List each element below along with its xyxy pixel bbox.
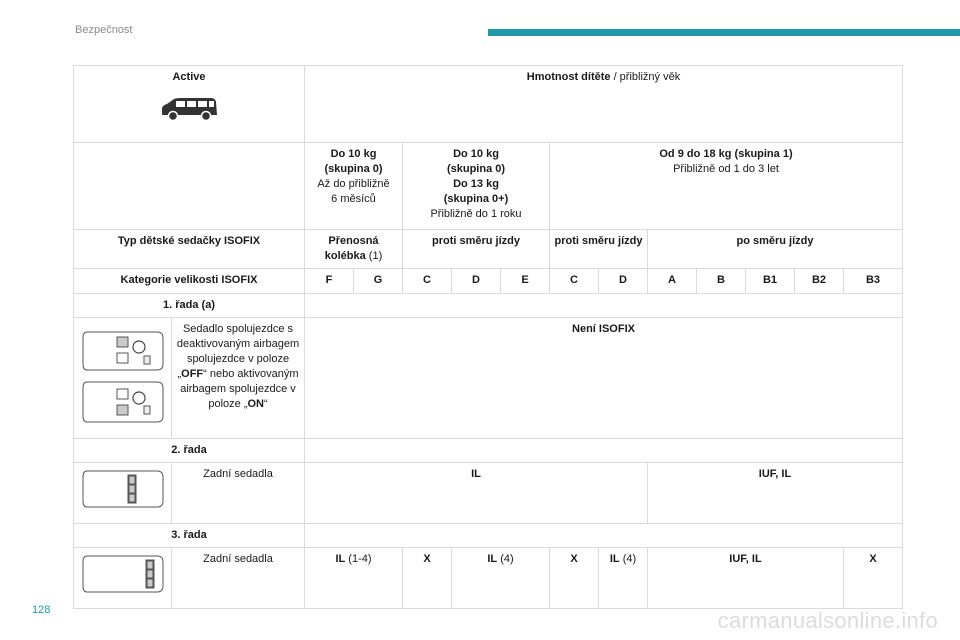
group-0-weight: Do 10 kg <box>330 148 377 160</box>
airbag-off-label: OFF <box>181 368 204 380</box>
group-1-age: Přibližně od 1 do 3 let <box>673 163 779 175</box>
page-number: 128 <box>32 604 51 616</box>
group-0-age: Až do přibližně <box>317 178 390 190</box>
value-note: (1-4) <box>345 553 372 565</box>
group-0plus-name-2: (skupina 0+) <box>443 193 509 205</box>
empty-cell <box>74 143 305 230</box>
category-cell: C <box>550 269 599 294</box>
category-cell: D <box>599 269 648 294</box>
seat-desc-part: “ nebo aktivovaným airbagem spolujezdce v poloze „ <box>180 368 299 410</box>
value-note: (4) <box>497 553 514 565</box>
row-3-value-4: X <box>550 548 599 609</box>
value-note: (4) <box>619 553 637 565</box>
row-3-value-6: IUF, IL <box>648 548 844 609</box>
type-label: Typ dětské sedačky ISOFIX <box>74 230 305 269</box>
value-code: IL <box>609 553 620 565</box>
row-2-seat-description: Zadní sedadla <box>172 463 305 524</box>
model-cell <box>74 66 305 143</box>
category-cell: B1 <box>746 269 795 294</box>
group-0-age-2: 6 měsíců <box>331 193 376 205</box>
row-3-value-1 <box>305 548 403 609</box>
row-3-value-3 <box>452 548 550 609</box>
model-label: Active <box>172 71 206 83</box>
empty-cell <box>305 439 903 463</box>
weight-header-bold: Hmotnost dítěte <box>526 71 611 83</box>
row-1-seat-description <box>172 318 305 439</box>
group-0plus-weight-2: Do 13 kg <box>453 178 499 190</box>
category-cell: C <box>403 269 452 294</box>
car-top-view-icon <box>81 469 165 509</box>
airbag-on-label: ON <box>247 398 264 410</box>
type-forward-label: po směru jízdy <box>736 235 814 247</box>
row-2-value-rear: IL <box>305 463 648 524</box>
group-0plus-cell <box>403 143 550 230</box>
row-2-seat-diagram <box>74 463 172 524</box>
group-0-name: (skupina 0) <box>324 163 383 175</box>
empty-cell <box>305 294 903 318</box>
category-cell: E <box>501 269 550 294</box>
header-accent-bar <box>488 29 960 36</box>
row-3-seat-description: Zadní sedadla <box>172 548 305 609</box>
car-top-view-icon <box>81 554 165 594</box>
type-rear-2-label: proti směru jízdy <box>554 235 643 247</box>
row-2-value-forward: IUF, IL <box>648 463 903 524</box>
type-carrycot-label: Přenosná kolébka <box>324 235 379 262</box>
row-3-label: 3. řada <box>74 524 305 548</box>
type-rear-1-label: proti směru jízdy <box>431 235 521 247</box>
group-0-cell <box>305 143 403 230</box>
category-cell: B2 <box>795 269 844 294</box>
section-title: Bezpečnost <box>75 24 133 36</box>
row-1-seat-diagram <box>74 318 172 439</box>
seat-desc-part: “ <box>263 398 268 410</box>
weight-header <box>305 66 903 143</box>
group-1-weight: Od 9 do 18 kg (skupina 1) <box>659 148 793 160</box>
weight-header-rest: / přibližný věk <box>610 71 681 83</box>
car-side-icon <box>159 95 219 123</box>
row-3-value-5 <box>599 548 648 609</box>
type-carrycot <box>305 230 403 269</box>
value-code: IL <box>487 553 498 565</box>
category-cell: B3 <box>844 269 903 294</box>
empty-cell <box>305 524 903 548</box>
row-1-value: Není ISOFIX <box>305 318 903 439</box>
type-rear-2 <box>550 230 648 269</box>
category-cell: F <box>305 269 354 294</box>
type-forward <box>648 230 903 269</box>
row-2-label: 2. řada <box>74 439 305 463</box>
row-3-seat-diagram <box>74 548 172 609</box>
group-0plus-weight: Do 10 kg <box>453 148 499 160</box>
row-1-label: 1. řada (a) <box>74 294 305 318</box>
category-cell: B <box>697 269 746 294</box>
group-1-cell <box>550 143 903 230</box>
category-cell: G <box>354 269 403 294</box>
category-label: Kategorie velikosti ISOFIX <box>74 269 305 294</box>
row-3-value-7: X <box>844 548 903 609</box>
isofix-table <box>73 65 903 609</box>
seat-desc-part: Sedadlo spolujezdce s deaktivovaným airbagem spolujezdce v poloze „ <box>176 323 300 380</box>
group-0plus-name: (skupina 0) <box>446 163 506 175</box>
type-rear-1 <box>403 230 550 269</box>
watermark: carmanualsonline.info <box>717 608 938 633</box>
value-code: IL <box>335 553 346 565</box>
category-cell: A <box>648 269 697 294</box>
car-top-view-icon <box>81 326 165 430</box>
group-0plus-age: Přibližně do 1 roku <box>430 208 522 220</box>
row-3-value-2: X <box>403 548 452 609</box>
type-carrycot-note: (1) <box>365 250 383 262</box>
category-cell: D <box>452 269 501 294</box>
